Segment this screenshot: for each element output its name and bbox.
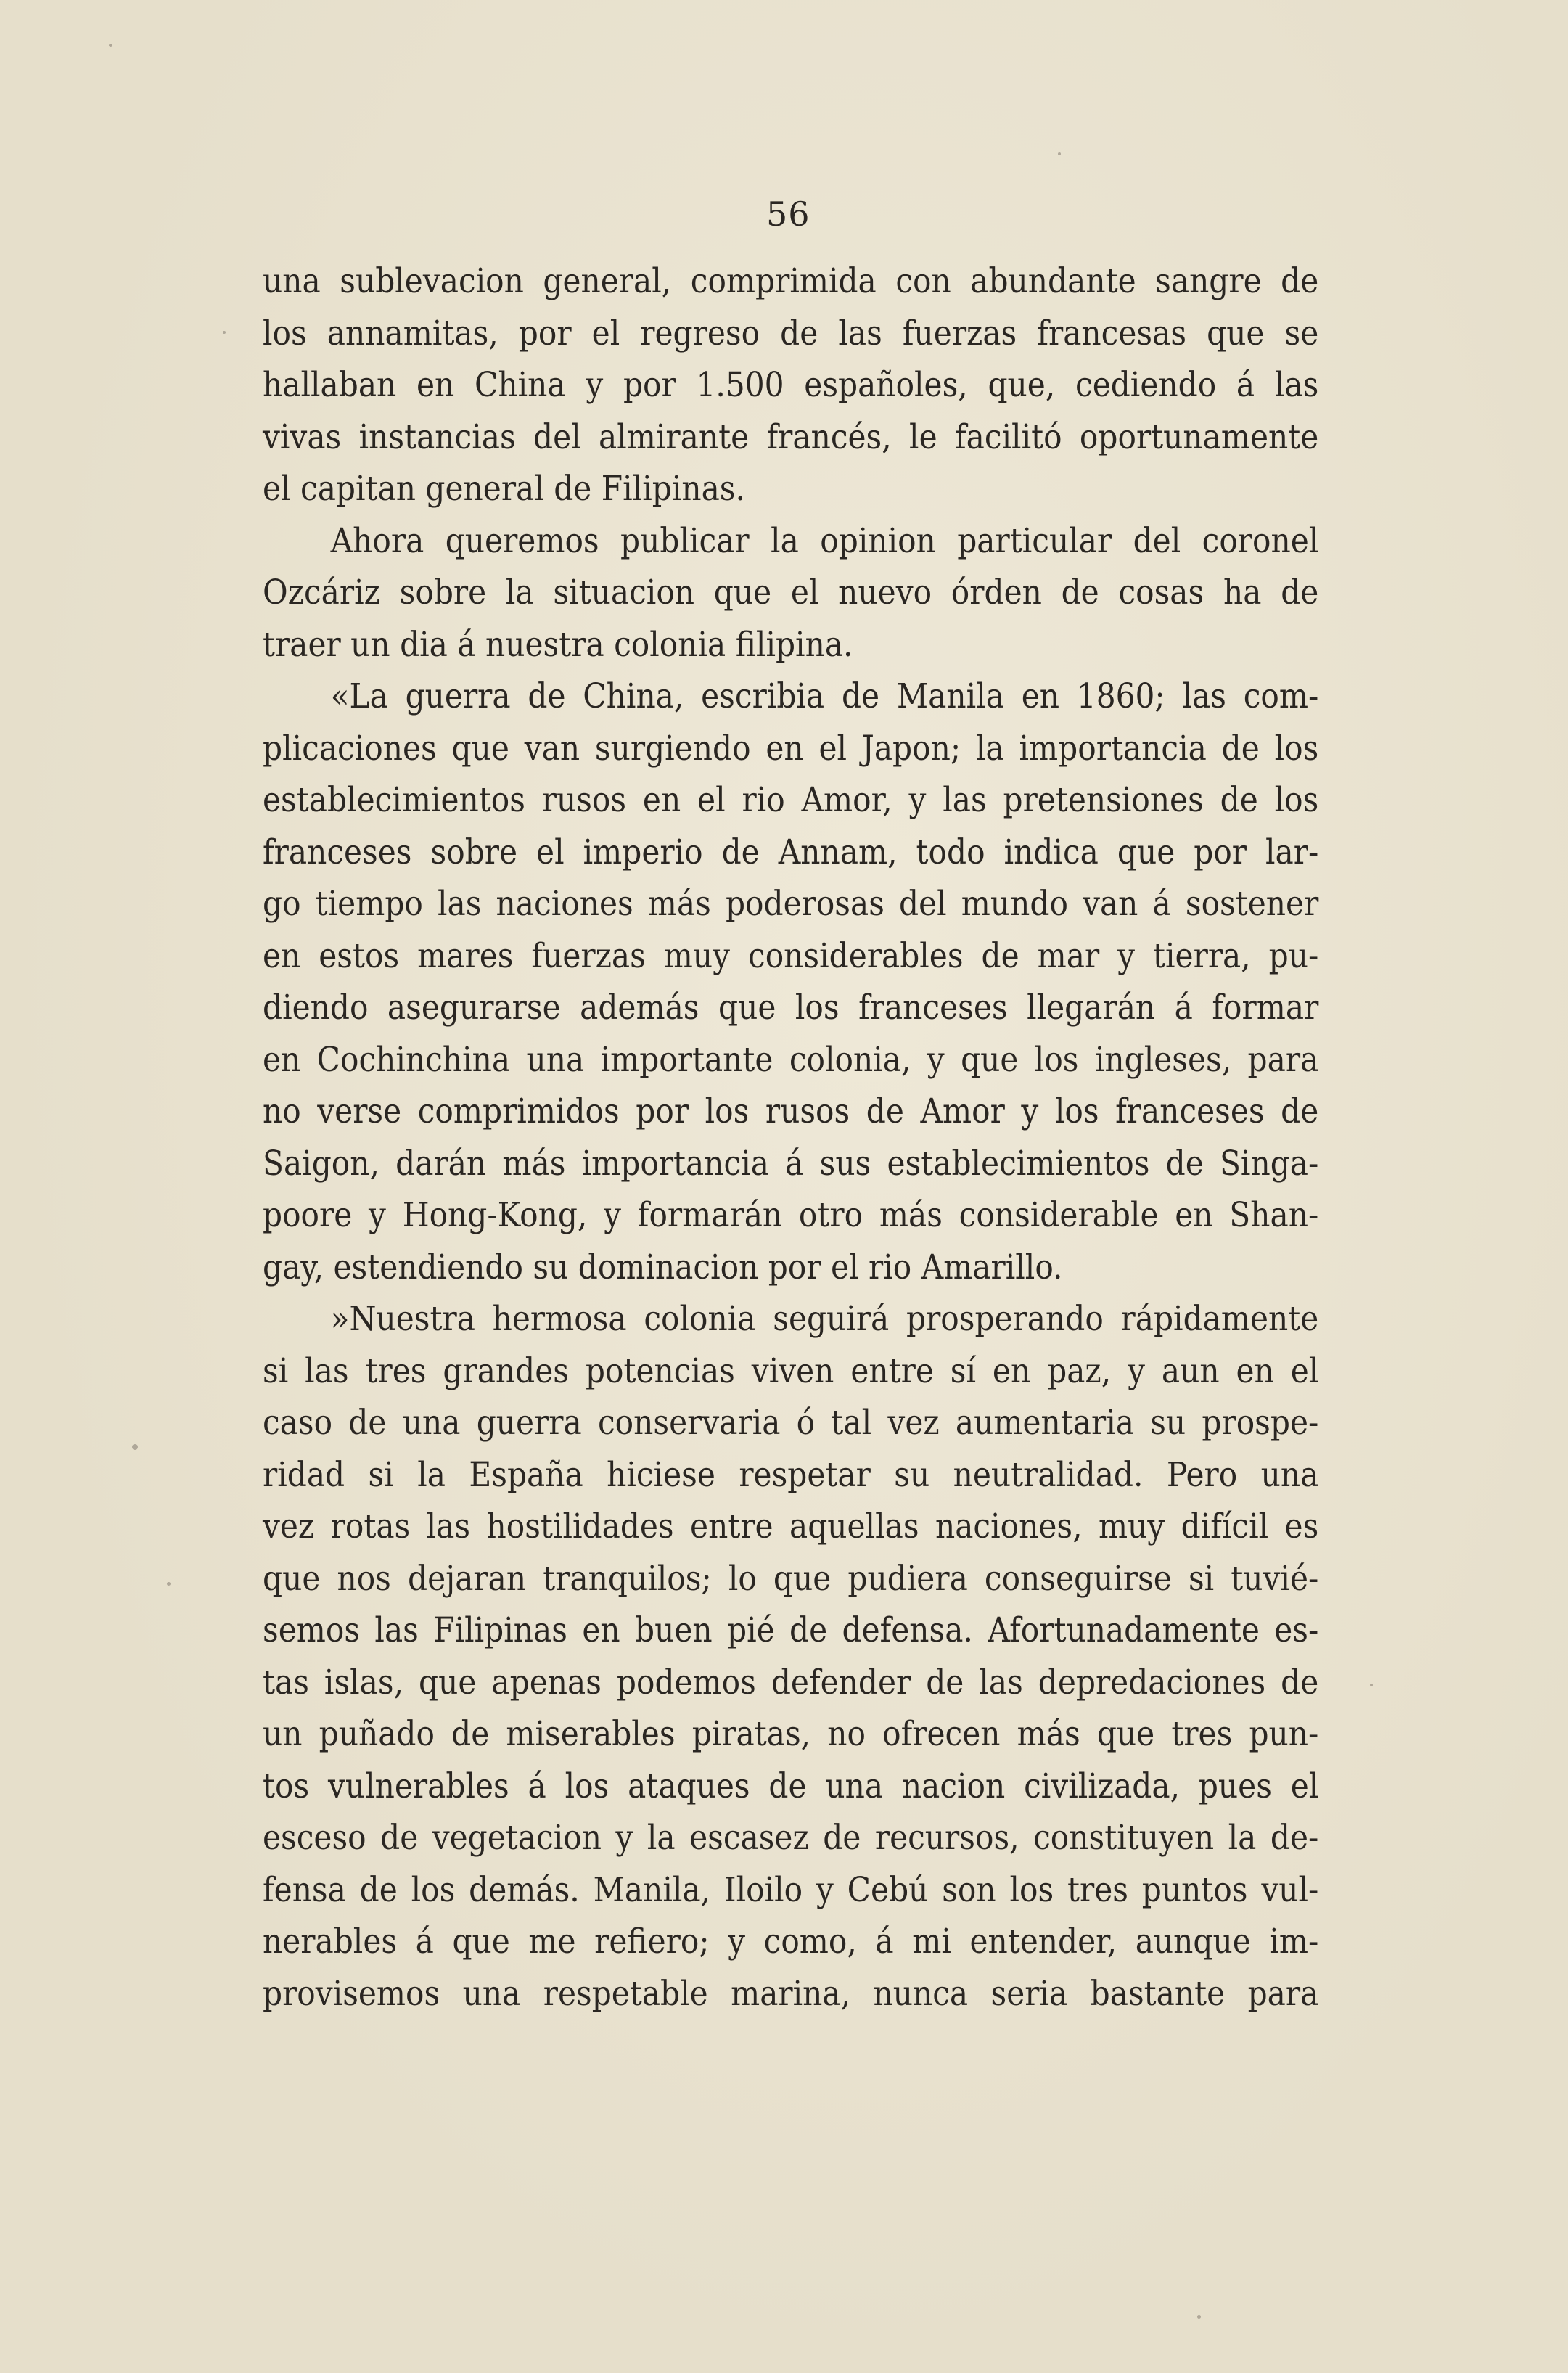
text-line: un puñado de miserables piratas, no ofrecen más que tres pun- <box>263 1714 1319 1754</box>
text-line: vivas instancias del almirante francés, le facilitó oportunamente <box>263 417 1319 457</box>
text-line: ridad si la España hiciese respetar su neutralidad. Pero una <box>263 1454 1319 1495</box>
text-line: si las tres grandes potencias viven entre sí en paz, y aun en el <box>263 1351 1319 1391</box>
text-line: semos las Filipinas en buen pié de defensa. Afortunadamente es- <box>263 1610 1319 1650</box>
text-line: establecimientos rusos en el rio Amor, y las pretensiones de los <box>263 780 1319 820</box>
text-line: vez rotas las hostilidades entre aquellas naciones, muy difícil es <box>263 1507 1319 1546</box>
text-line: hallaban en China y por 1.500 españoles, que, cediendo á las <box>263 365 1319 405</box>
text-line: Ozcáriz sobre la situacion que el nuevo órden de cosas ha de <box>263 573 1319 612</box>
text-line: en Cochinchina una importante colonia, y que los ingleses, para <box>263 1039 1319 1080</box>
text-line: »Nuestra hermosa colonia seguirá prosperando rápidamente <box>330 1299 1319 1339</box>
text-line: el capitan general de Filipinas. <box>263 469 745 509</box>
paper-speck <box>132 1444 138 1450</box>
text-line: los annamitas, por el regreso de las fuerzas francesas que se <box>263 313 1319 353</box>
text-line: go tiempo las naciones más poderosas del mundo van á sostener <box>263 884 1319 924</box>
paper-speck <box>1058 152 1061 155</box>
text-line: gay, estendiendo su dominacion por el rio Amarillo. <box>263 1247 1063 1287</box>
text-line: traer un dia á nuestra colonia filipina. <box>263 624 853 665</box>
text-line: una sublevacion general, comprimida con abundante sangre de <box>263 261 1319 301</box>
text-line: Ahora queremos publicar la opinion particular del coronel <box>330 520 1319 561</box>
paper-speck <box>223 331 226 334</box>
body-text <box>263 255 1318 2020</box>
text-line: diendo asegurarse además que los franceses llegarán á formar <box>263 988 1319 1028</box>
text-line: nerables á que me refiero; y como, á mi entender, aunque im- <box>263 1922 1319 1962</box>
paper-speck <box>1197 2315 1201 2319</box>
text-line: fensa de los demás. Manila, Iloilo y Cebú son los tres puntos vul- <box>263 1869 1319 1910</box>
text-line: esceso de vegetacion y la escasez de recursos, constituyen la de- <box>263 1818 1319 1858</box>
paper-speck <box>1370 1684 1373 1686</box>
text-line: tos vulnerables á los ataques de una nacion civilizada, pues el <box>263 1766 1319 1806</box>
text-line: «La guerra de China, escribia de Manila en 1860; las com- <box>330 676 1319 716</box>
text-line: en estos mares fuerzas muy considerables de mar y tierra, pu- <box>263 935 1319 976</box>
page-number: 56 <box>766 194 810 234</box>
text-line: que nos dejaran tranquilos; lo que pudiera conseguirse si tuvié- <box>263 1558 1319 1599</box>
text-line: plicaciones que van surgiendo en el Japon; la importancia de los <box>263 728 1319 769</box>
paper-speck <box>109 44 112 47</box>
text-line: poore y Hong-Kong, y formarán otro más considerable en Shan- <box>263 1195 1319 1235</box>
text-line: caso de una guerra conservaria ó tal vez aumentaria su prospe- <box>263 1403 1319 1443</box>
text-line: provisemos una respetable marina, nunca seria bastante para <box>263 1973 1319 2014</box>
paper-speck <box>167 1582 171 1586</box>
text-line: franceses sobre el imperio de Annam, todo indica que por lar- <box>263 832 1319 872</box>
text-line: Saigon, darán más importancia á sus establecimientos de Singa- <box>263 1143 1319 1184</box>
text-line: no verse comprimidos por los rusos de Amor y los franceses de <box>263 1091 1319 1131</box>
text-line: tas islas, que apenas podemos defender de las depredaciones de <box>263 1662 1319 1702</box>
